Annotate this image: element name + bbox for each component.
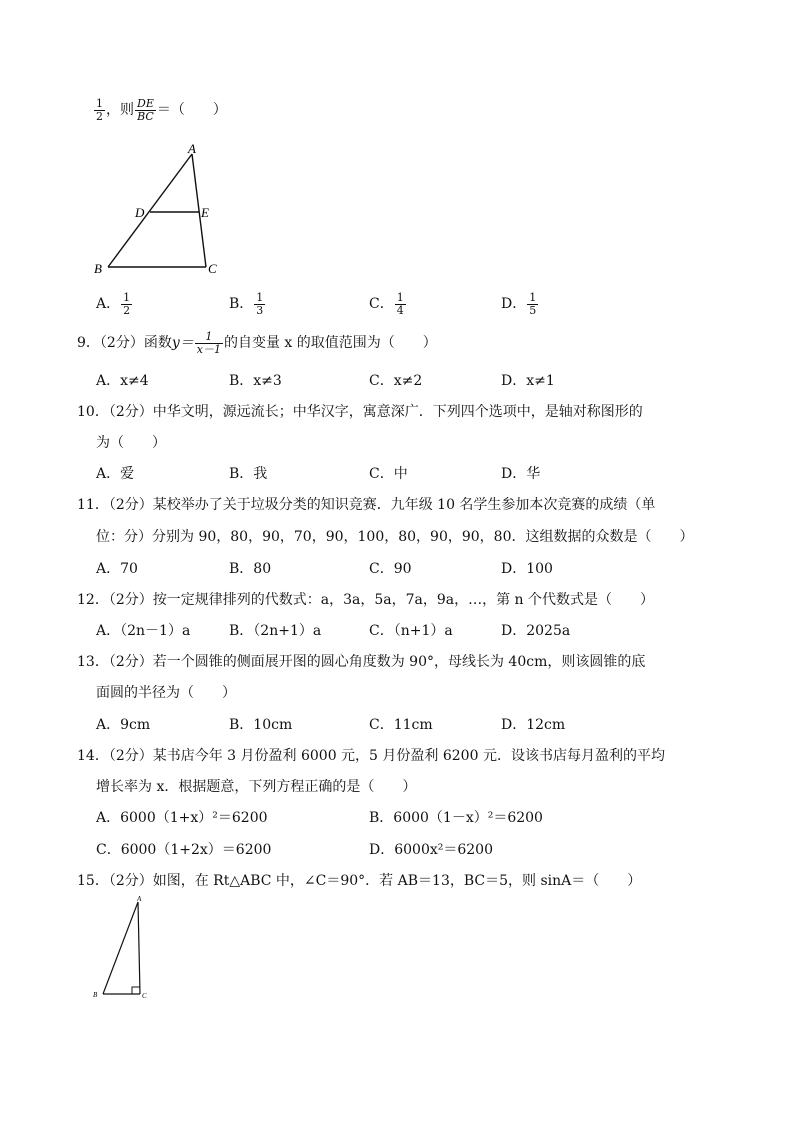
label-d: D: [135, 205, 145, 220]
label-e: E: [201, 205, 209, 220]
q8-option-a[interactable]: A． $\frac{1}{2}$: [96, 291, 131, 317]
q14-option-b[interactable]: B．6000（1－x）²＝6200: [369, 810, 543, 826]
q13-option-a[interactable]: A．9cm: [96, 717, 151, 733]
q11-option-b[interactable]: B．80: [229, 561, 272, 577]
label-a: A: [188, 142, 196, 156]
q14-option-a[interactable]: A．6000（1+x）²＝6200: [96, 810, 268, 826]
q9-stem: 9．（2分）函数y＝ $\frac{1}{x-1}$ 的自变量 x 的取值范围为（ ）: [77, 330, 437, 356]
q11-stem-line1: 11．（2分）某校举办了关于垃圾分类的知识竞赛．九年级 10 名学生参加本次竞赛的成绩（单: [77, 497, 656, 513]
q12-option-d[interactable]: D．2025a: [501, 623, 571, 639]
q15-stem: 15．（2分）如图，在 Rt△ABC 中，∠C＝90°．若 AB＝13，BC＝5，则 sinA＝（ ）: [77, 873, 642, 889]
q11-option-c[interactable]: C．90: [369, 561, 412, 577]
fraction-de-bc: $\frac{DE}{BC}$: [137, 97, 154, 123]
q11-stem-line2: 位：分）分别为 90，80，90，70，90，100，80，90，90，80．这组数据的众数是（ ）: [96, 529, 694, 545]
q10-stem-line1: 10．（2分）中华文明，源远流长；中华汉字，寓意深广．下列四个选项中，是轴对称图形的: [77, 404, 643, 420]
q14-option-d[interactable]: D．6000x²＝6200: [369, 842, 493, 858]
label-c: C: [142, 992, 147, 1000]
q14-stem-line2: 增长率为 x．根据题意，下列方程正确的是（ ）: [96, 779, 417, 795]
q12-stem: 12．（2分）按一定规律排列的代数式：a，3a，5a，7a，9a，…，第 n 个代数式是（ ）: [77, 592, 654, 608]
label-b: B: [93, 991, 98, 999]
fraction-one-half: $\frac{1}{2}$: [96, 97, 103, 123]
q9-option-b[interactable]: B．x≠3: [229, 373, 282, 389]
q8-option-b[interactable]: B． $\frac{1}{3}$: [229, 291, 264, 317]
q13-stem-line1: 13．（2分）若一个圆锥的侧面展开图的圆心角度数为 90°，母线长为 40cm，则该圆锥的底: [77, 654, 646, 670]
q14-stem-line1: 14．（2分）某书店今年 3 月份盈利 6000 元，5 月份盈利 6200 元．设该书店每月盈利的平均: [77, 748, 665, 764]
q13-stem-line2: 面圆的半径为（ ）: [96, 685, 236, 701]
q13-option-b[interactable]: B．10cm: [229, 717, 293, 733]
q12-option-c[interactable]: C．（n+1）a: [369, 623, 453, 639]
fraction-1-over-x-minus-1: $\frac{1}{x-1}$: [196, 330, 221, 356]
q9-option-c[interactable]: C．x≠2: [369, 373, 423, 389]
label-a: A: [137, 895, 142, 903]
q10-option-b[interactable]: B．我: [229, 466, 268, 482]
label-b: B: [94, 261, 102, 276]
q10-option-a[interactable]: A．爱: [96, 466, 135, 482]
q11-option-d[interactable]: D．100: [501, 561, 553, 577]
triangle-figure-de-parallel-bc: [88, 142, 228, 277]
label-c: C: [208, 261, 217, 276]
q10-stem-line2: 为（ ）: [96, 435, 166, 451]
q9-option-a[interactable]: A．x≠4: [96, 373, 149, 389]
q13-option-c[interactable]: C．11cm: [369, 717, 433, 733]
q12-option-b[interactable]: B．（2n+1）a: [229, 623, 322, 639]
q11-option-a[interactable]: A．70: [96, 561, 138, 577]
q14-option-c[interactable]: C．6000（1+2x）＝6200: [96, 842, 272, 858]
q13-option-d[interactable]: D．12cm: [501, 717, 566, 733]
q8-option-c[interactable]: C． $\frac{1}{4}$: [369, 291, 404, 317]
q9-option-d[interactable]: D．x≠1: [501, 373, 555, 389]
q8-option-d[interactable]: D． $\frac{1}{5}$: [501, 291, 537, 317]
q10-option-d[interactable]: D．华: [501, 466, 541, 482]
right-triangle-figure: [88, 893, 158, 1003]
q12-option-a[interactable]: A．（2n－1）a: [96, 623, 191, 639]
q8-stem-tail: $\frac{1}{2}$ ，则 $\frac{DE}{BC}$ ＝（ ）: [96, 97, 227, 123]
q10-option-c[interactable]: C．中: [369, 466, 408, 482]
